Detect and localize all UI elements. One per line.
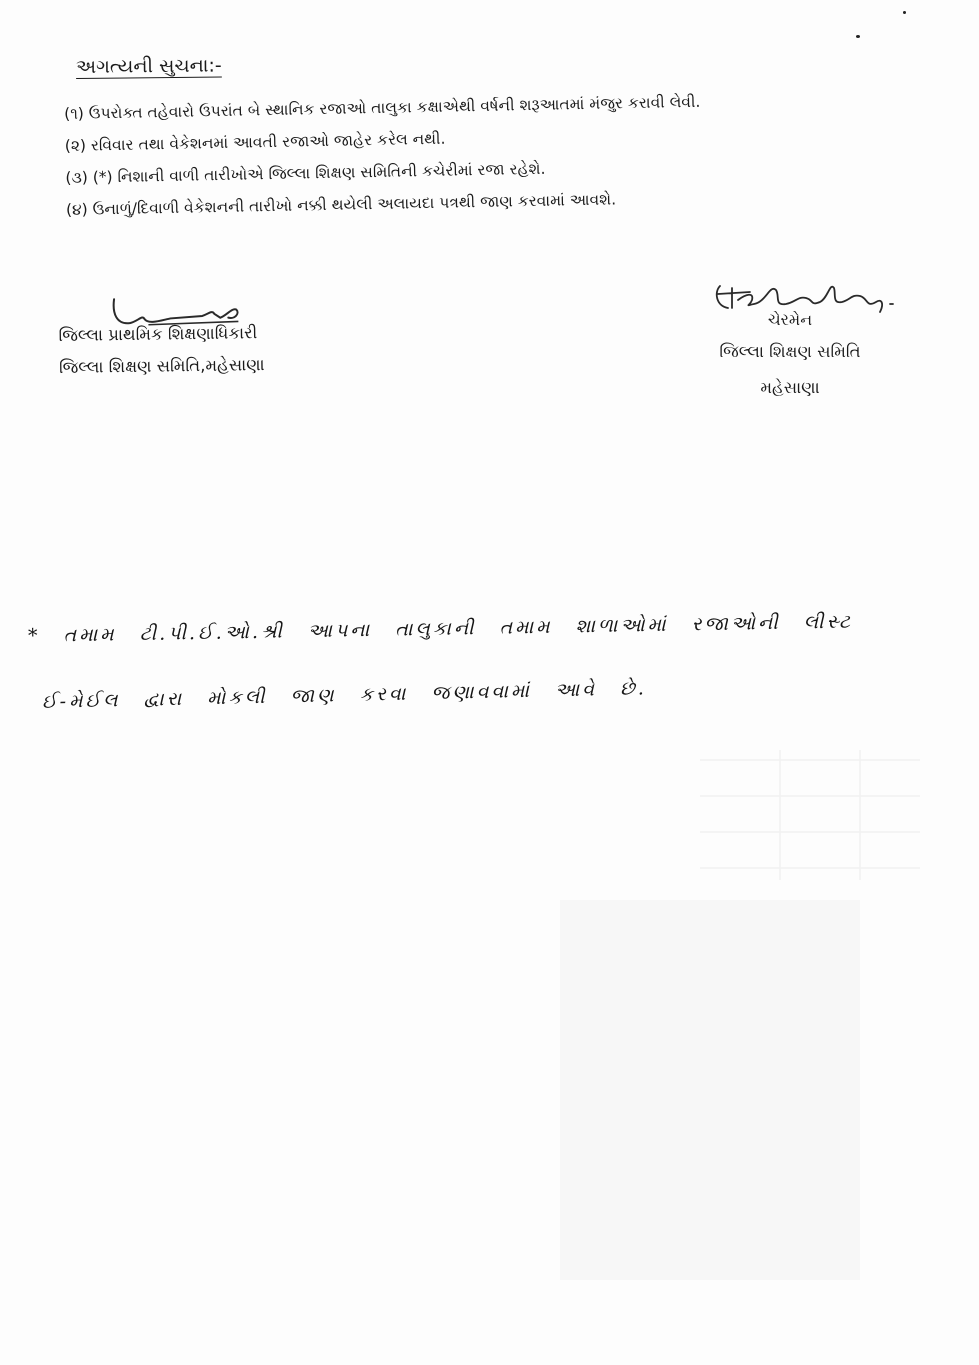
signatory-left-title: જિલ્લા પ્રાથમિક શિક્ષણાધિકારી [58,323,258,345]
note-item: (૨) રવિવાર તથા વેકેશનમાં આવતી રજાઓ જાહેર કરેલ નથી. [64,129,446,155]
notes-list [64,87,926,231]
note-item: (૩) (*) નિશાની વાળી તારીખોએ જિલ્લા શિક્ષણ સમિતિની કચેરીમાં રજા રહેશે. [65,159,546,187]
paper-speck [903,11,906,14]
signatory-left [58,292,358,377]
signatory-right-org: જિલ્લા શિક્ષણ સમિતિ [719,342,861,361]
paper-speck [856,35,860,38]
signatory-right-designation: ચેરમેન [767,310,813,329]
signatory-left-org: જિલ્લા શિક્ષણ સમિતિ,મહેસાણા [58,355,265,377]
handwritten-line: ઈ-મેઈલ દ્વારા મોકલી જાણ કરવા જણાવવામાં આવે છે. [41,677,647,713]
handwritten-line: * તમામ ટી.પી.ઈ.ઓ.શ્રી આપના તાલુકાની તમામ શાળાઓમાં રજાઓની લીસ્ટ [27,610,854,647]
bleed-through-shadow [520,740,940,1300]
note-item: (૧) ઉપરોક્ત તહેવારો ઉપરાંત બે સ્થાનિક રજાઓ તાલુકા કક્ષાએથી વર્ષની શરૂઆતમાં મંજુર કરાવી લેવી. [64,92,701,123]
note-item: (૪) ઉનાળું/દિવાળી વેકેશનની તારીખો નક્કી થયેલી અલાયદા પત્રથી જાણ કરવામાં આવશે. [65,190,617,219]
signatory-right-city: મહેસાણા [760,378,820,397]
notice-heading: અગત્યની સુચના:- [75,54,222,78]
